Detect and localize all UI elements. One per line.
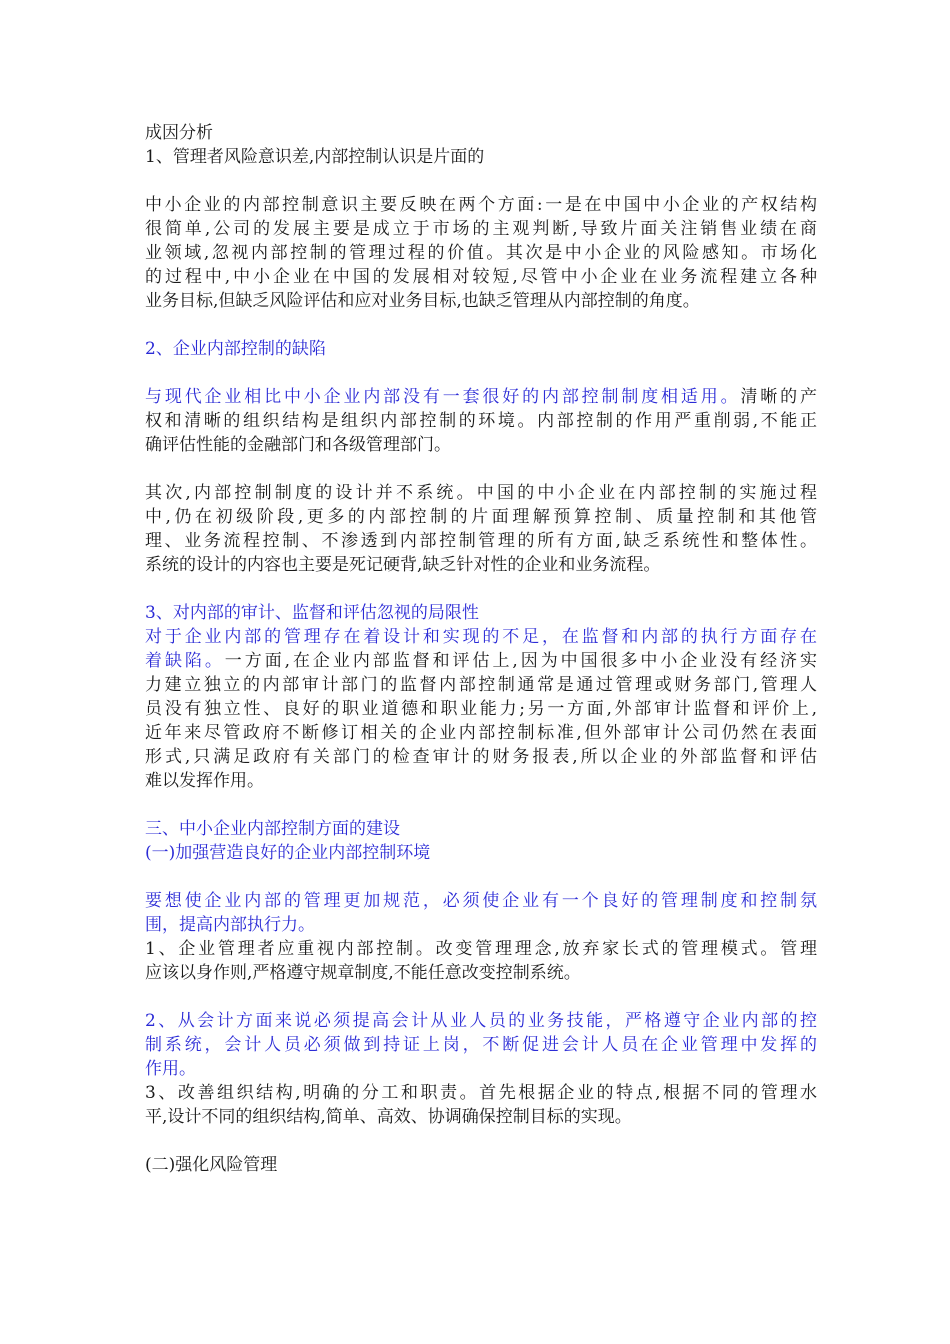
paragraph-line: 1、企业管理者应重视内部控制。改变管理理念,放弃家长式的管理模式。管理 bbox=[145, 939, 817, 959]
spacer bbox=[145, 1129, 817, 1153]
paragraph-line: 近年来尽管政府不断修订相关的企业内部控制标准,但外部审计公司仍然在表面 bbox=[145, 723, 817, 743]
paragraph-line: 业领域,忽视内部控制的管理过程的价值。其次是中小企业的风险感知。市场化 bbox=[145, 243, 817, 263]
paragraph-line: 其次,内部控制制度的设计并不系统。中国的中小企业在内部控制的实施过程 bbox=[145, 483, 817, 503]
paragraph-line: 对于企业内部的管理存在着设计和实现的不足，在监督和内部的执行方面存在 bbox=[145, 627, 817, 647]
spacer bbox=[145, 865, 817, 889]
paragraph-line bbox=[145, 385, 817, 409]
document-body bbox=[145, 121, 817, 1177]
spacer bbox=[145, 313, 817, 337]
paragraph-line: 权和清晰的组织结构是组织内部控制的环境。内部控制的作用严重削弱,不能正 bbox=[145, 411, 817, 431]
paragraph-line: 力建立独立的内部审计部门的监督内部控制通常是通过管理或财务部门,管理人 bbox=[145, 675, 817, 695]
paragraph-line: 业务目标,但缺乏风险评估和应对业务目标,也缺乏管理从内部控制的角度。 bbox=[145, 291, 700, 311]
paragraph-line: 难以发挥作用。 bbox=[145, 771, 264, 791]
highlighted-text: 与现代企业相比中小企业内部没有一套很好的内部控制制度相适用。 bbox=[145, 387, 741, 407]
spacer bbox=[145, 361, 817, 385]
highlighted-text: 着缺陷。 bbox=[145, 651, 225, 671]
section-3-title: 三、中小企业内部控制方面的建设 bbox=[145, 819, 400, 839]
spacer bbox=[145, 793, 817, 817]
paragraph-line: 形式,只满足政府有关部门的检查审计的财务报表,所以企业的外部监督和评估 bbox=[145, 747, 817, 767]
paragraph-line: 确评估性能的金融部门和各级管理部门。 bbox=[145, 435, 451, 455]
text-span: 清晰的产 bbox=[740, 387, 817, 407]
paragraph-line: 要想使企业内部的管理更加规范，必须使企业有一个良好的管理制度和控制氛 bbox=[145, 891, 817, 911]
subsection-2-title: (二)强化风险管理 bbox=[145, 1155, 278, 1175]
spacer bbox=[145, 457, 817, 481]
paragraph-line: 作用。 bbox=[145, 1059, 196, 1079]
cause-1-title: 1、管理者风险意识差,内部控制认识是片面的 bbox=[145, 147, 485, 167]
spacer bbox=[145, 577, 817, 601]
paragraph-line: 平,设计不同的组织结构,简单、高效、协调确保控制目标的实现。 bbox=[145, 1107, 632, 1127]
paragraph-line: 3、改善组织结构,明确的分工和职责。首先根据企业的特点,根据不同的管理水 bbox=[145, 1083, 817, 1103]
spacer bbox=[145, 985, 817, 1009]
paragraph-line: 围，提高内部执行力。 bbox=[145, 915, 315, 935]
paragraph-line: 理、业务流程控制、不渗透到内部控制管理的所有方面,缺乏系统性和整体性。 bbox=[145, 531, 817, 551]
paragraph-line: 的过程中,中小企业在中国的发展相对较短,尽管中小企业在业务流程建立各种 bbox=[145, 267, 817, 287]
paragraph-line: 很简单,公司的发展主要是成立于市场的主观判断,导致片面关注销售业绩在商 bbox=[145, 219, 817, 239]
paragraph-line bbox=[145, 649, 817, 673]
paragraph-line: 2、从会计方面来说必须提高会计从业人员的业务技能，严格遵守企业内部的控 bbox=[145, 1011, 817, 1031]
paragraph-line: 员没有独立性、良好的职业道德和职业能力;另一方面,外部审计监督和评价上, bbox=[145, 699, 817, 719]
section-heading: 成因分析 bbox=[145, 123, 213, 143]
paragraph-line: 应该以身作则,严格遵守规章制度,不能任意改变控制系统。 bbox=[145, 963, 581, 983]
cause-2-title: 2、企业内部控制的缺陷 bbox=[145, 339, 326, 359]
paragraph-line: 系统的设计的内容也主要是死记硬背,缺乏针对性的企业和业务流程。 bbox=[145, 555, 661, 575]
spacer bbox=[145, 169, 817, 193]
subsection-1-title: (一)加强营造良好的企业内部控制环境 bbox=[145, 843, 431, 863]
paragraph-line: 制系统，会计人员必须做到持证上岗，不断促进会计人员在企业管理中发挥的 bbox=[145, 1035, 817, 1055]
paragraph-line: 中小企业的内部控制意识主要反映在两个方面:一是在中国中小企业的产权结构 bbox=[145, 195, 817, 215]
paragraph-line: 中,仍在初级阶段,更多的内部控制的片面理解预算控制、质量控制和其他管 bbox=[145, 507, 817, 527]
cause-3-title: 3、对内部的审计、监督和评估忽视的局限性 bbox=[145, 603, 479, 623]
text-span: 一方面,在企业内部监督和评估上,因为中国很多中小企业没有经济实 bbox=[224, 651, 818, 671]
